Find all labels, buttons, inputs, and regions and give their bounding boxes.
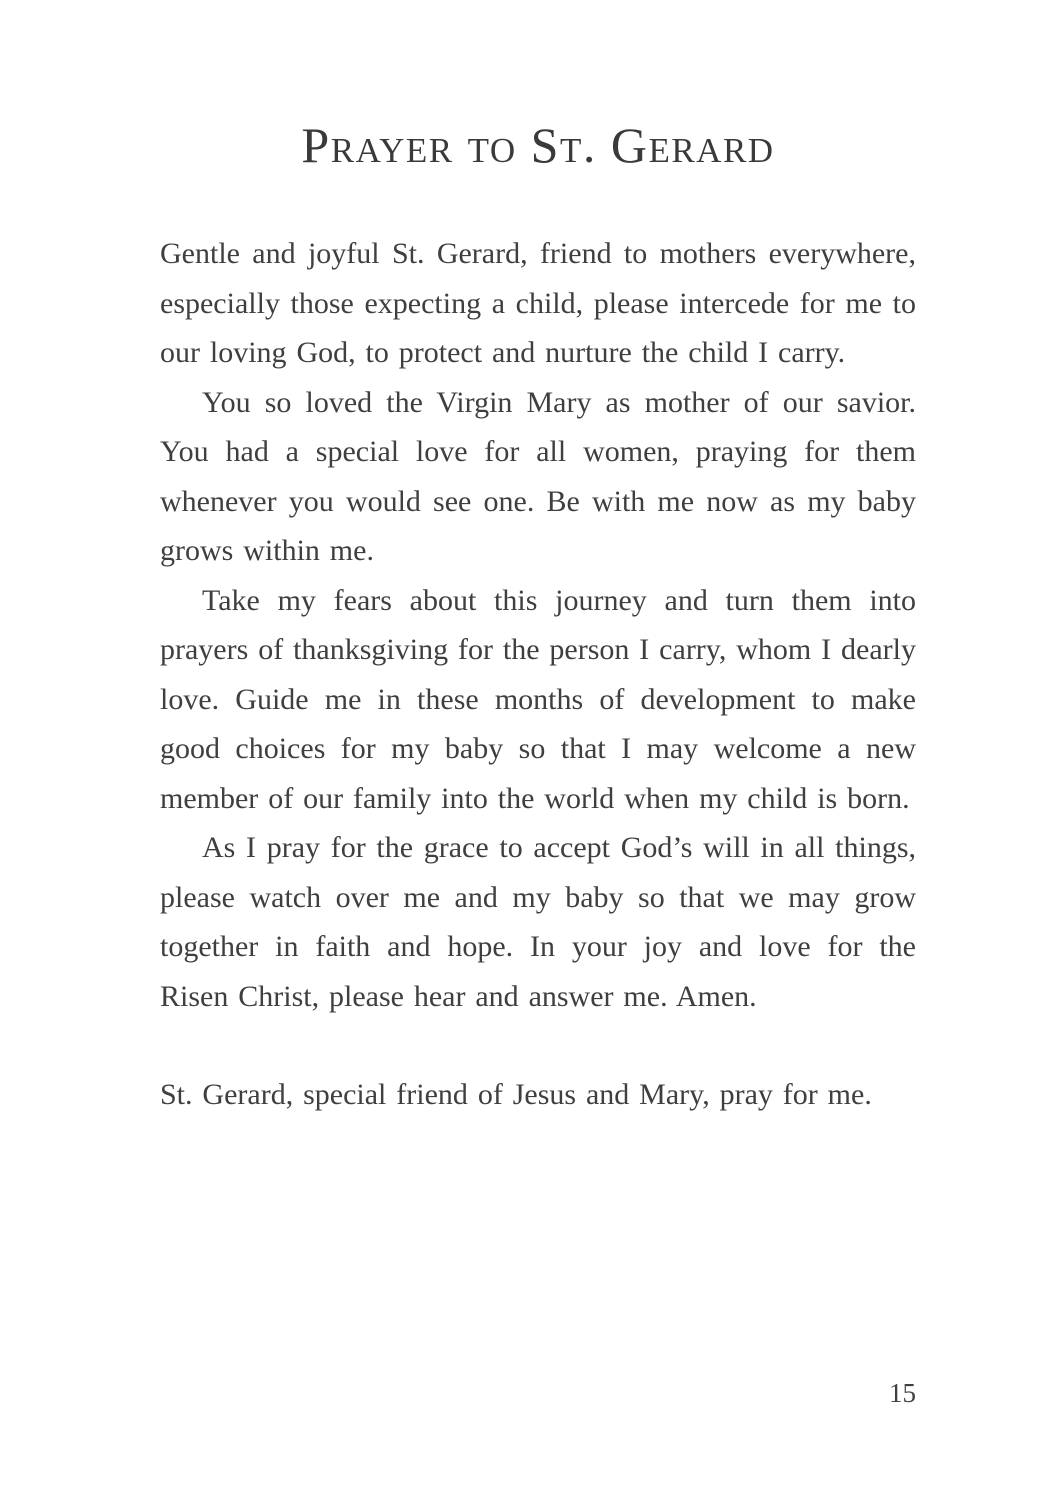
closing-paragraph: St. Gerard, special friend of Jesus and Mary, pray for me. (160, 1078, 872, 1111)
prayer-paragraph: Take my fears about this journey and turn them into prayers of thanksgiving for the person I carry, whom I dearly love. Guide me in these months of development to make good choices for my baby so that I may welcome a new member of our family into the world when my child is born. (160, 583, 916, 815)
page-number: 15 (889, 1378, 916, 1408)
prayer-paragraph: Gentle and joyful St. Gerard, friend to mothers everywhere, especially those expecting a child, please intercede for me to our loving God, to protect and nurture the child I carry. (160, 237, 916, 369)
prayer-body (160, 229, 916, 1021)
text-block (160, 118, 916, 1120)
prayer-paragraph: As I pray for the grace to accept God’s will in all things, please watch over me and my baby so that we may grow together in faith and hope. In your joy and love for the Risen Christ, please hear and answer me. Amen. (160, 831, 916, 1013)
prayer-paragraph: You so loved the Virgin Mary as mother of our savior. You had a special love for all women, praying for them whenever you would see one. Be with me now as my baby grows within me. (160, 385, 916, 567)
page-title: Prayer to St. Gerard (301, 117, 775, 173)
